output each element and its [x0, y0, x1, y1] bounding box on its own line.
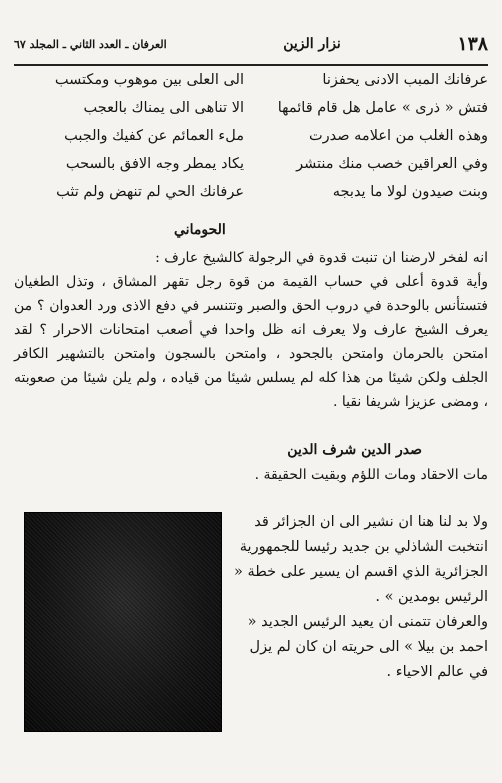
verse-line: عرفانك الحي لم تنهض ولم تثب: [56, 184, 244, 200]
verse-line: يكاد يمطر وجه الافق بالسحب: [65, 156, 244, 172]
portrait-photo: [24, 512, 222, 732]
paragraph: وأية قدوة أعلى في حساب القيمة من قوة رجل تقهر المشاق ، وتذل الطغيان فتستأنس بالوحدة في دروب الحق والصبر وتتنسر في دفع الاذى ورد العدوان ؟ من يعرف الشيخ عارف ولا يعرف انه ظل واحدا في أصعب امتحانات الاحرار ؟ لقد امتحن بالحرمان وامتحن بالجحود ، وامتحن بالسجون وامتحن بالتشهير الكافر الجلف ولكن شيئا من هذا كله لم يسلس شيئا من قياده ، ولم يلن شيئا من صعوبته ، ومضى عزيزا شريفا نقيا .: [14, 274, 488, 410]
article-title: نزار الزين: [283, 36, 341, 52]
poem-first-hemistichs: [258, 72, 488, 212]
verse-line: الى العلى بين موهوب ومكتسب: [54, 72, 244, 88]
verse-line: الا تناهى الى يمناك بالعجب: [83, 100, 244, 116]
paragraph: ولا بد لنا هنا ان نشير الى ان الجزائر قد انتخبت الشاذلي بن جديد رئيسا للجمهورية الجزائرية الذي اقسم ان يسير على خطة « الرئيس بومدين » .: [234, 514, 488, 605]
verse-line: ملء العمائم عن كفيك والجبب: [64, 128, 244, 144]
header-rule: [14, 64, 488, 66]
author-signature: صدر الدين شرف الدين: [287, 442, 422, 458]
page-number: ١٣٨: [457, 33, 488, 55]
poem-block: [14, 72, 488, 222]
poem-second-hemistichs: [14, 72, 244, 212]
photo-grain: [25, 513, 221, 731]
editorial-note: [226, 510, 488, 685]
verse-line: وهذه الغلب من اعلامه صدرت: [308, 128, 488, 144]
closing-line: مات الاحقاد ومات اللؤم وبقيت الحقيقة .: [254, 467, 488, 483]
verse-line: وبنت صيدون لولا ما يدبجه: [332, 184, 488, 200]
running-head: العرفان ـ العدد الثاني ـ المجلد ٦٧: [14, 37, 167, 51]
verse-line: وفي العراقين خصب منك منتشر: [296, 156, 488, 172]
verse-line: عرفانك المبب الادنى يحفزنا: [322, 72, 488, 88]
paragraph: والعرفان تتمنى ان يعيد الرئيس الجديد « احمد بن بيلا » الى حريته ان كان لم يزل في عالم الاحياء .: [247, 614, 488, 680]
poet-name: الحوماني: [174, 222, 226, 238]
page-header: [14, 24, 488, 64]
paragraph: انه لفخر لارضنا ان تنبت قدوة في الرجولة كالشيخ عارف :: [155, 250, 488, 266]
verse-line: فتش « ذرى » عامل هل قام قائمها: [277, 100, 488, 116]
article-body: [14, 246, 488, 414]
